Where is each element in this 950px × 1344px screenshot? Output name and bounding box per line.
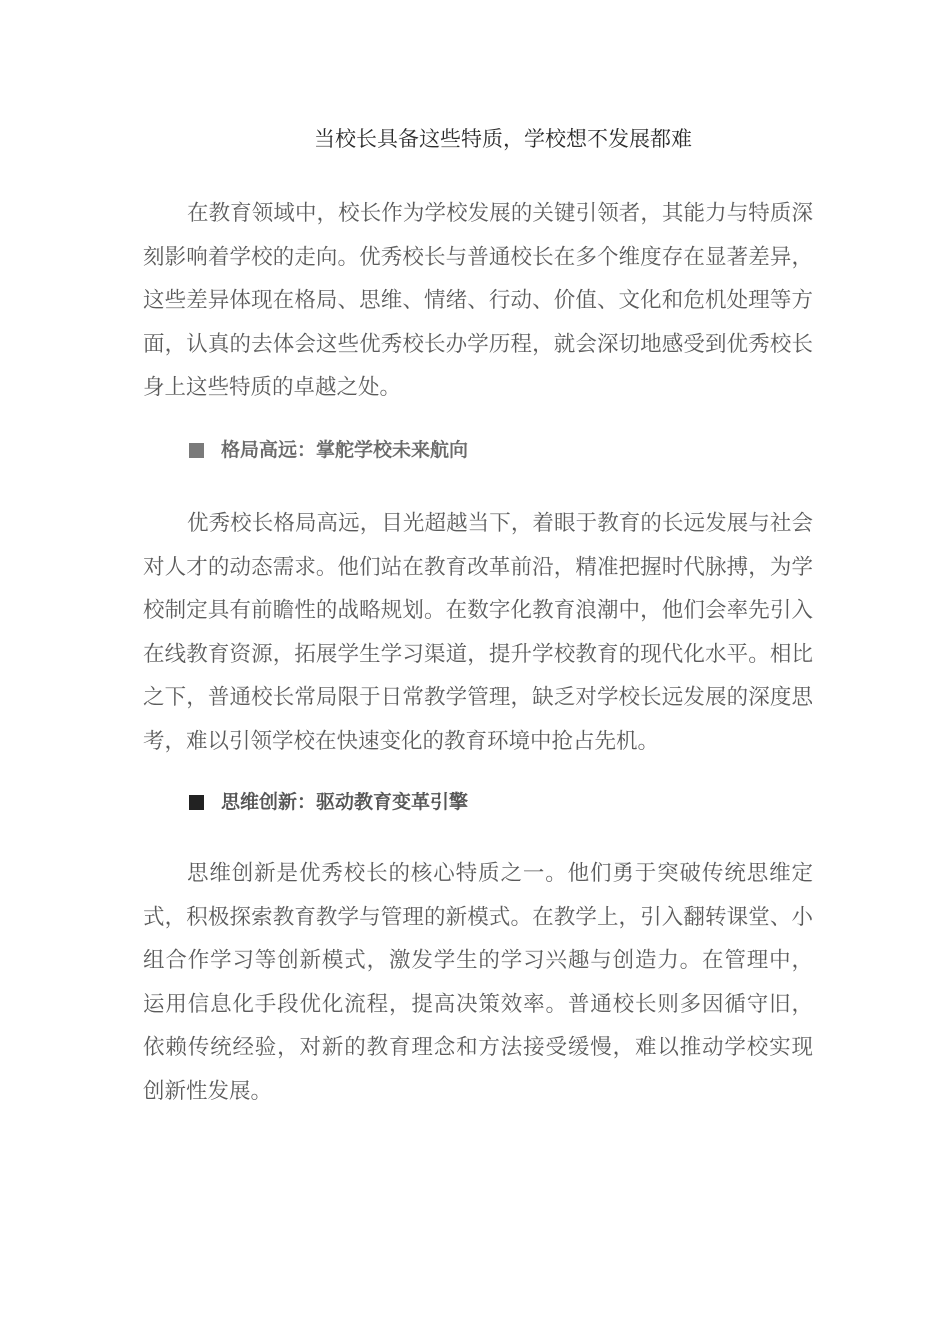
section-paragraph-vision: 优秀校长格局高远，目光超越当下，着眼于教育的长远发展与社会对人才的动态需求。他们站在教育改革前沿，精准把握时代脉搏，为学校制定具有前瞻性的战略规划。在数字化教育浪潮中，他们会率先引入在线教育资源，拓展学生学习渠道，提升学校教育的现代化水平。相比之下，普通校长常局限于日常教学管理，缺乏对学校长远发展的深度思考，难以引领学校在快速变化的教育环境中抢占先机。 (143, 511, 813, 754)
section-paragraph-innovation: 思维创新是优秀校长的核心特质之一。他们勇于突破传统思维定式，积极探索教育教学与管理的新模式。在教学上，引入翻转课堂、小组合作学习等创新模式，激发学生的学习兴趣与创造力。在管理中， 运用信息化手段优化流程，提高决策效率。普通校长则多因循守旧， 依赖传统经验，对新的教育理念和方法接受缓慢，难以推动学校实现 创新性发展。 (143, 861, 813, 1104)
section-heading-label: 思维创新：驱动教育变革引擎 (221, 791, 469, 813)
document-title: 当校长具备这些特质，学校想不发展都难 (314, 127, 692, 151)
square-bullet-icon (189, 443, 204, 458)
section-heading-label: 格局高远：掌舵学校未来航向 (221, 439, 469, 461)
intro-paragraph: 在教育领域中，校长作为学校发展的关键引领者，其能力与特质深刻影响着学校的走向。优秀校长与普通校长在多个维度存在显著差异，这些差异体现在格局、思维、情绪、行动、价值、文化和危机处理等方面，认真的去体会这些优秀校长办学历程，就会深切地感受到优秀校长身上这些特质的卓越之处。 (143, 201, 813, 400)
section-heading-vision (189, 434, 468, 466)
section-heading-innovation (189, 786, 468, 818)
square-bullet-icon (189, 795, 204, 810)
